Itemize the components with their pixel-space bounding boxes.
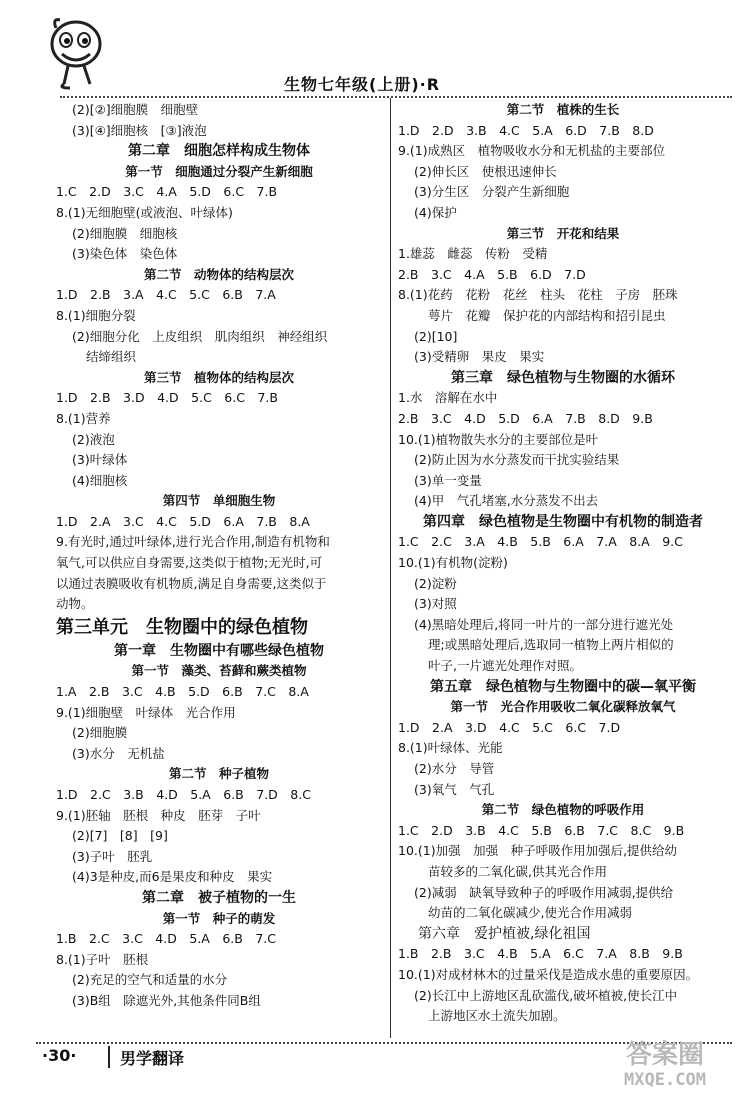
chapter-heading: 第四章 绿色植物是生物圈中有机物的制造者 (423, 513, 703, 530)
answer-line: 8.(1)营养 (56, 410, 111, 426)
answer-line: 1.雄蕊 雌蕊 传粉 受精 (398, 246, 548, 262)
answer-line: (2)[10] (414, 328, 458, 344)
chapter-heading: 第二章 细胞怎样构成生物体 (128, 143, 310, 160)
page-number: ·30· (42, 1046, 77, 1065)
left-column (56, 100, 382, 1012)
answer-line: 萼片 花瓣 保护花的内部结构和招引昆虫 (428, 307, 666, 323)
answer-line: (3)叶绿体 (72, 452, 128, 468)
section-heading: 第一节 光合作用吸收二氧化碳释放氧气 (450, 699, 676, 715)
answer-line: (4)细胞核 (72, 472, 128, 488)
section-heading: 第二节 种子植物 (168, 766, 269, 782)
answer-line: 1.B 2.C 3.C 4.D 5.A 6.B 7.C (56, 931, 276, 947)
answer-line: 10.(1)加强 加强 种子呼吸作用加强后,提供给幼 (398, 843, 678, 859)
section-heading: 第一节 藻类、苔藓和蕨类植物 (131, 663, 307, 679)
footer-separator (108, 1046, 110, 1068)
answer-line: (3)受精卵 果皮 果实 (414, 349, 545, 365)
answer-line: 8.(1)无细胞壁(或液泡、叶绿体) (56, 204, 233, 220)
answer-line: 叶子,一片遮光处理作对照。 (428, 658, 582, 674)
answer-line: 1.D 2.B 3.D 4.D 5.C 6.C 7.B (56, 390, 278, 406)
answer-line: (2)防止因为水分蒸发而干扰实验结果 (414, 452, 620, 468)
answer-line: (2)伸长区 使根迅速伸长 (414, 163, 557, 179)
chapter-heading: 第一章 生物圈中有哪些绿色植物 (114, 642, 324, 659)
answer-line: 9.(1)成熟区 植物吸收水分和无机盐的主要部位 (398, 143, 666, 159)
answer-line: 1.C 2.D 3.B 4.C 5.B 6.B 7.C 8.C 9.B (398, 822, 685, 838)
answer-line: (2)水分 导管 (414, 761, 495, 776)
answer-line: 1.B 2.B 3.C 4.B 5.A 6.C 7.A 8.B 9.B (398, 946, 683, 962)
answer-line: (2)细胞膜 细胞核 (72, 225, 178, 241)
section-heading: 第一节 种子的萌发 (162, 910, 276, 926)
answer-line: 以通过表膜吸收有机物质,满足自身需要,这类似于 (56, 575, 327, 591)
answer-line: 8.(1)子叶 胚根 (56, 951, 149, 967)
answer-line: (3)单一变量 (414, 472, 482, 488)
answer-line: 8.(1)细胞分裂 (56, 307, 136, 323)
answer-line: (3)子叶 胚乳 (72, 848, 153, 864)
answer-line: 1.D 2.C 3.B 4.D 5.A 6.B 7.D 8.C (56, 787, 311, 802)
answer-line: 2.B 3.C 4.A 5.B 6.D 7.D (398, 266, 586, 282)
answer-line: 1.D 2.B 3.A 4.C 5.C 6.B 7.A (56, 287, 276, 303)
section-heading: 第三节 开花和结果 (506, 225, 620, 241)
answer-line: (3)水分 无机盐 (72, 745, 165, 761)
answer-line: (4)黑暗处理后,将同一叶片的一部分进行遮光处 (414, 616, 674, 632)
unit-heading: 第三单元 生物圈中的绿色植物 (56, 616, 308, 638)
header-divider (60, 96, 732, 98)
answer-line: (2)长江中上游地区乱砍滥伐,破坏植被,使长江中 (414, 987, 678, 1003)
answer-line: (2)[②]细胞膜 细胞壁 (72, 102, 199, 117)
answer-line: 10.(1)对成材林木的过量采伐是造成水患的重要原因。 (398, 966, 699, 982)
answer-line: 结缔组织 (86, 349, 137, 365)
cartoon-mascot-icon (44, 14, 108, 90)
page-header (0, 0, 750, 96)
answer-line: (4)甲 气孔堵塞,水分蒸发不出去 (414, 493, 599, 509)
answer-line: 1.C 2.C 3.A 4.B 5.B 6.A 7.A 8.A 9.C (398, 534, 683, 550)
watermark-url: MXQE.COM (624, 1070, 706, 1090)
book-title: 生物七年级(上册)·R (284, 75, 441, 94)
section-heading: 第三节 植物体的结构层次 (143, 369, 294, 385)
chapter-heading: 第三章 绿色植物与生物圈的水循环 (451, 369, 675, 386)
chapter-heading: 第二章 被子植物的一生 (142, 889, 296, 906)
answer-line: 上游地区水土流失加剧。 (428, 1008, 566, 1024)
answer-line: (3)染色体 染色体 (72, 246, 178, 262)
answer-line: 1.D 2.A 3.C 4.C 5.D 6.A 7.B 8.A (56, 513, 310, 529)
answer-line: (2)液泡 (72, 431, 115, 447)
answer-line: (3)[④]细胞核 [③]液泡 (72, 122, 207, 138)
answer-line: 10.(1)植物散失水分的主要部位是叶 (398, 431, 599, 447)
chapter-heading: 第六章 爱护植被,绿化祖国 (418, 925, 591, 942)
answer-line: 幼苗的二氧化碳减少,使光合作用减弱 (428, 905, 632, 921)
answer-line: 9.(1)胚轴 胚根 种皮 胚芽 子叶 (56, 807, 261, 823)
section-heading: 第二节 动物体的结构层次 (143, 266, 294, 282)
answer-line: (2)淀粉 (414, 575, 457, 591)
answer-line: 9.有光时,通过叶绿体,进行光合作用,制造有机物和 (56, 534, 330, 550)
column-divider (390, 98, 391, 1038)
answer-line: 1.A 2.B 3.C 4.B 5.D 6.B 7.C 8.A (56, 684, 309, 700)
section-heading: 第二节 绿色植物的呼吸作用 (481, 802, 645, 818)
answer-line: 理;或黑暗处理后,选取同一植物上两片相似的 (428, 637, 674, 653)
answer-line: 10.(1)有机物(淀粉) (398, 555, 508, 571)
answer-line: 苗较多的二氧化碳,供其光合作用 (428, 863, 607, 879)
answer-line: (2)细胞膜 (72, 725, 128, 741)
chapter-heading: 第五章 绿色植物与生物圈中的碳—氧平衡 (430, 678, 696, 695)
answer-line: (3)氧气 气孔 (414, 781, 495, 797)
answer-line: (4)3是种皮,而6是果皮和种皮 果实 (72, 869, 273, 885)
answer-line: (4)保护 (414, 204, 457, 220)
answer-line: (2)[7] [8] [9] (72, 828, 168, 844)
answer-line: 1.D 2.A 3.D 4.C 5.C 6.C 7.D (398, 719, 621, 735)
watermark-text: 答案圈 (625, 1040, 704, 1070)
brand-name: 男学翻译 (120, 1049, 185, 1068)
answer-line: 2.B 3.C 4.D 5.D 6.A 7.B 8.D 9.B (398, 410, 653, 426)
answer-line: 8.(1)叶绿体、光能 (398, 740, 503, 756)
answer-line: 1.水 溶解在水中 (398, 390, 498, 406)
answer-line: 9.(1)细胞壁 叶绿体 光合作用 (56, 704, 236, 720)
answer-line: 1.D 2.D 3.B 4.C 5.A 6.D 7.B 8.D (398, 122, 654, 138)
answer-line: (2)减弱 缺氧导致种子的呼吸作用减弱,提供给 (414, 884, 674, 900)
answer-line: 8.(1)花药 花粉 花丝 柱头 花柱 子房 胚珠 (398, 287, 678, 303)
answer-line: 动物。 (56, 596, 94, 612)
answer-line: 氧气,可以供应自身需要,这类似于植物;无光时,可 (56, 555, 323, 571)
section-heading: 第四节 单细胞生物 (162, 493, 276, 509)
answer-line: (2)充足的空气和适量的水分 (72, 972, 228, 988)
answer-line: (3)分生区 分裂产生新细胞 (414, 184, 570, 200)
answer-line: (3)B组 除遮光外,其他条件同B组 (72, 992, 261, 1008)
watermark-logo (590, 1040, 740, 1092)
answer-line: (2)细胞分化 上皮组织 肌肉组织 神经组织 (72, 328, 328, 344)
answer-line: 1.C 2.D 3.C 4.A 5.D 6.C 7.B (56, 184, 278, 200)
section-heading: 第二节 植株的生长 (506, 102, 620, 117)
answer-line: (3)对照 (414, 596, 457, 612)
right-column (398, 100, 728, 1027)
section-heading: 第一节 细胞通过分裂产生新细胞 (125, 163, 313, 179)
